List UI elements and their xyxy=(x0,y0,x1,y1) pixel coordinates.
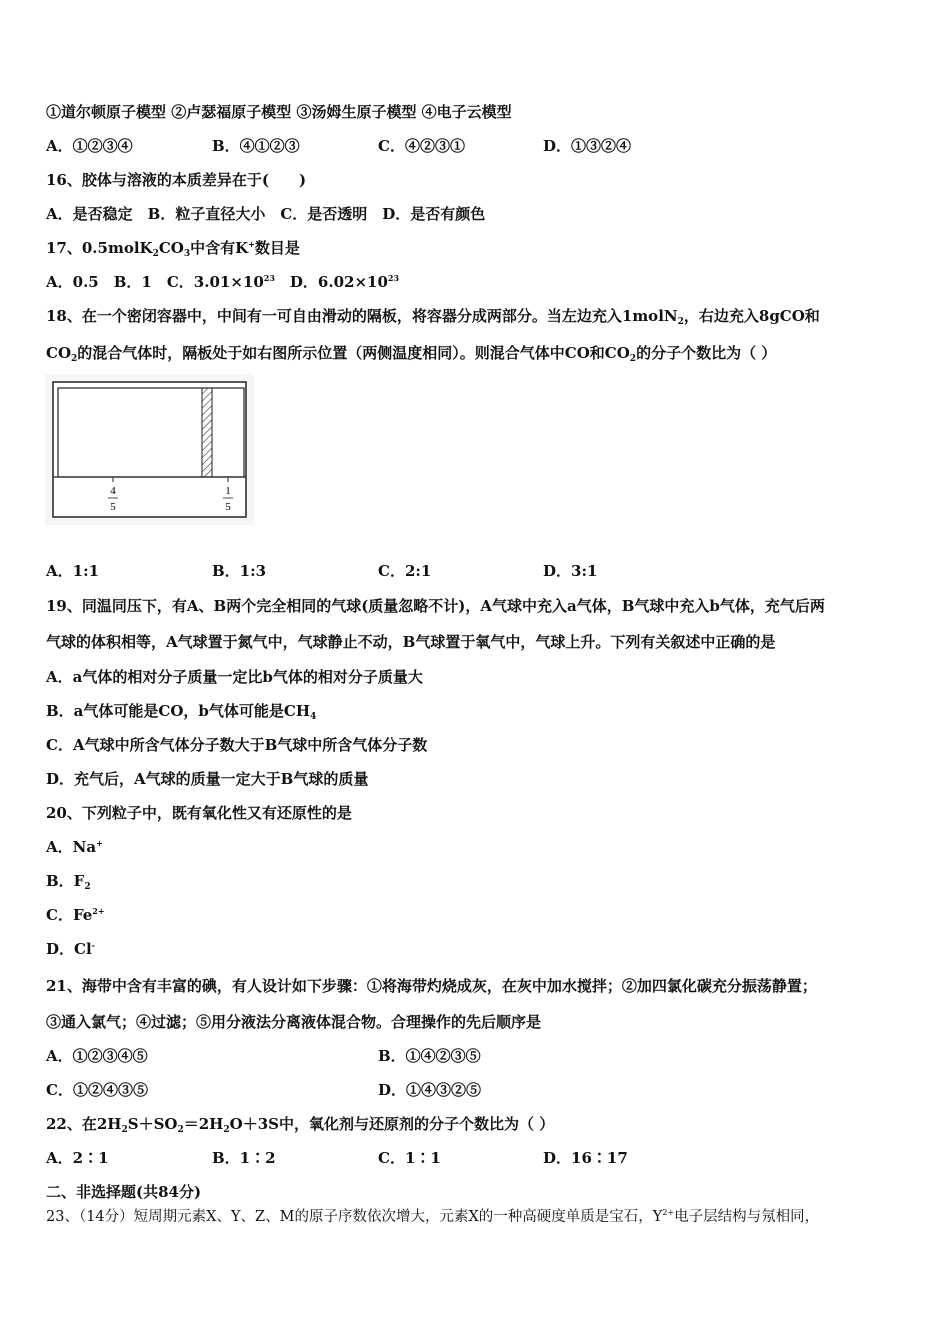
q15-option-d: D．①③②④ xyxy=(543,137,632,155)
q21-option-c: C．①②④③⑤ xyxy=(46,1081,148,1099)
q20-option-b: B．$F_2$ xyxy=(46,872,91,892)
q21-stem-line1: 21、海带中含有丰富的碘，有人设计如下步骤：①将海带灼烧成灰，在灰中加水搅拌；②加四氯化碳充分振荡静置； xyxy=(46,977,817,995)
q17-stem: 17、$0.5molK_2CO_3$中含有K+数目是 xyxy=(46,239,300,259)
q21-option-d: D．①④③②⑤ xyxy=(378,1081,482,1099)
q15-option-c: C．④②③① xyxy=(378,137,465,155)
q15-models: ①道尔顿原子模型 ②卢瑟福原子模型 ③汤姆生原子模型 ④电子云模型 xyxy=(46,103,512,121)
right-fraction-denominator: 5 xyxy=(225,501,231,513)
chamber xyxy=(58,388,244,477)
q21-option-a: A．①②③④⑤ xyxy=(46,1047,148,1065)
q18-option-b: B．1:3 xyxy=(212,562,267,580)
q19-option-d: D．充气后，A气球的质量一定大于B气球的质量 xyxy=(46,770,369,788)
q22-option-d: D．16∶17 xyxy=(543,1149,628,1167)
q19-option-b: B．a气体可能是CO，b气体可能是$CH_4$ xyxy=(46,702,317,722)
q22-option-a: A．2∶1 xyxy=(46,1149,109,1167)
q22-option-b: B．1∶2 xyxy=(212,1149,276,1167)
container-svg xyxy=(45,374,254,525)
q17-options: A．0.5 B．1 C．$3.01\times 10^{23}$ D．$6.02\times 10^{23}$ xyxy=(46,273,400,291)
left-fraction-numerator: 4 xyxy=(110,485,116,497)
q20-option-d: D．Cl- xyxy=(46,940,95,958)
partition-board xyxy=(202,388,212,477)
q18-option-d: D．3:1 xyxy=(543,562,598,580)
q20-stem: 20、下列粒子中，既有氧化性又有还原性的是 xyxy=(46,804,352,822)
q19-option-c: C．A气球中所含气体分子数大于B气球中所含气体分子数 xyxy=(46,736,428,754)
section-heading: 二、非选择题(共84分) xyxy=(46,1183,202,1201)
q18-stem-line2: $CO_2$的混合气体时，隔板处于如右图所示位置（两侧温度相同）。则混合气体中CO和$CO_2$的分子个数比为（ ） xyxy=(46,344,777,364)
q16-options: A．是否稳定 B．粒子直径大小 C．是否透明 D．是否有颜色 xyxy=(46,205,486,223)
q21-stem-line2: ③通入氯气；④过滤；⑤用分液法分离液体混合物。合理操作的先后顺序是 xyxy=(46,1013,542,1031)
q23-stem: 23、（14分）短周期元素X、Y、Z、M的原子序数依次增大，元素X的一种高硬度单质是宝石，$Y^{2+}$电子层结构与氖相同， xyxy=(46,1208,820,1225)
container-diagram xyxy=(45,374,254,525)
q20-option-c: C．$Fe^{2+}$ xyxy=(46,906,105,924)
q20-option-a: A．Na+ xyxy=(46,838,103,856)
q22-stem: 22、在$2H_2S+SO_2=2H_2O+3S$中，氧化剂与还原剂的分子个数比为（ ） xyxy=(46,1115,555,1135)
q19-option-a: A．a气体的相对分子质量一定比b气体的相对分子质量大 xyxy=(46,668,423,686)
q18-option-c: C．2:1 xyxy=(378,562,432,580)
q15-option-b: B．④①②③ xyxy=(212,137,300,155)
q22-option-c: C．1∶1 xyxy=(378,1149,441,1167)
q19-stem-line1: 19、同温同压下，有A、B两个完全相同的气球(质量忽略不计)，A气球中充入a气体，B气球中充入b气体，充气后两 xyxy=(46,597,825,615)
q16-stem: 16、胶体与溶液的本质差异在于( ) xyxy=(46,171,307,189)
right-fraction-numerator: 1 xyxy=(225,485,231,497)
q19-stem-line2: 气球的体积相等，A气球置于氮气中，气球静止不动，B气球置于氧气中，气球上升。下列有关叙述中正确的是 xyxy=(46,633,776,651)
q21-option-b: B．①④②③⑤ xyxy=(378,1047,481,1065)
left-fraction-denominator: 5 xyxy=(110,501,116,513)
q18-option-a: A．1:1 xyxy=(46,562,100,580)
q15-option-a: A．①②③④ xyxy=(46,137,133,155)
q18-stem-line1: 18、在一个密闭容器中，中间有一可自由滑动的隔板，将容器分成两部分。当左边充入1molN$_2$，右边充入8gCO和 xyxy=(46,307,820,327)
